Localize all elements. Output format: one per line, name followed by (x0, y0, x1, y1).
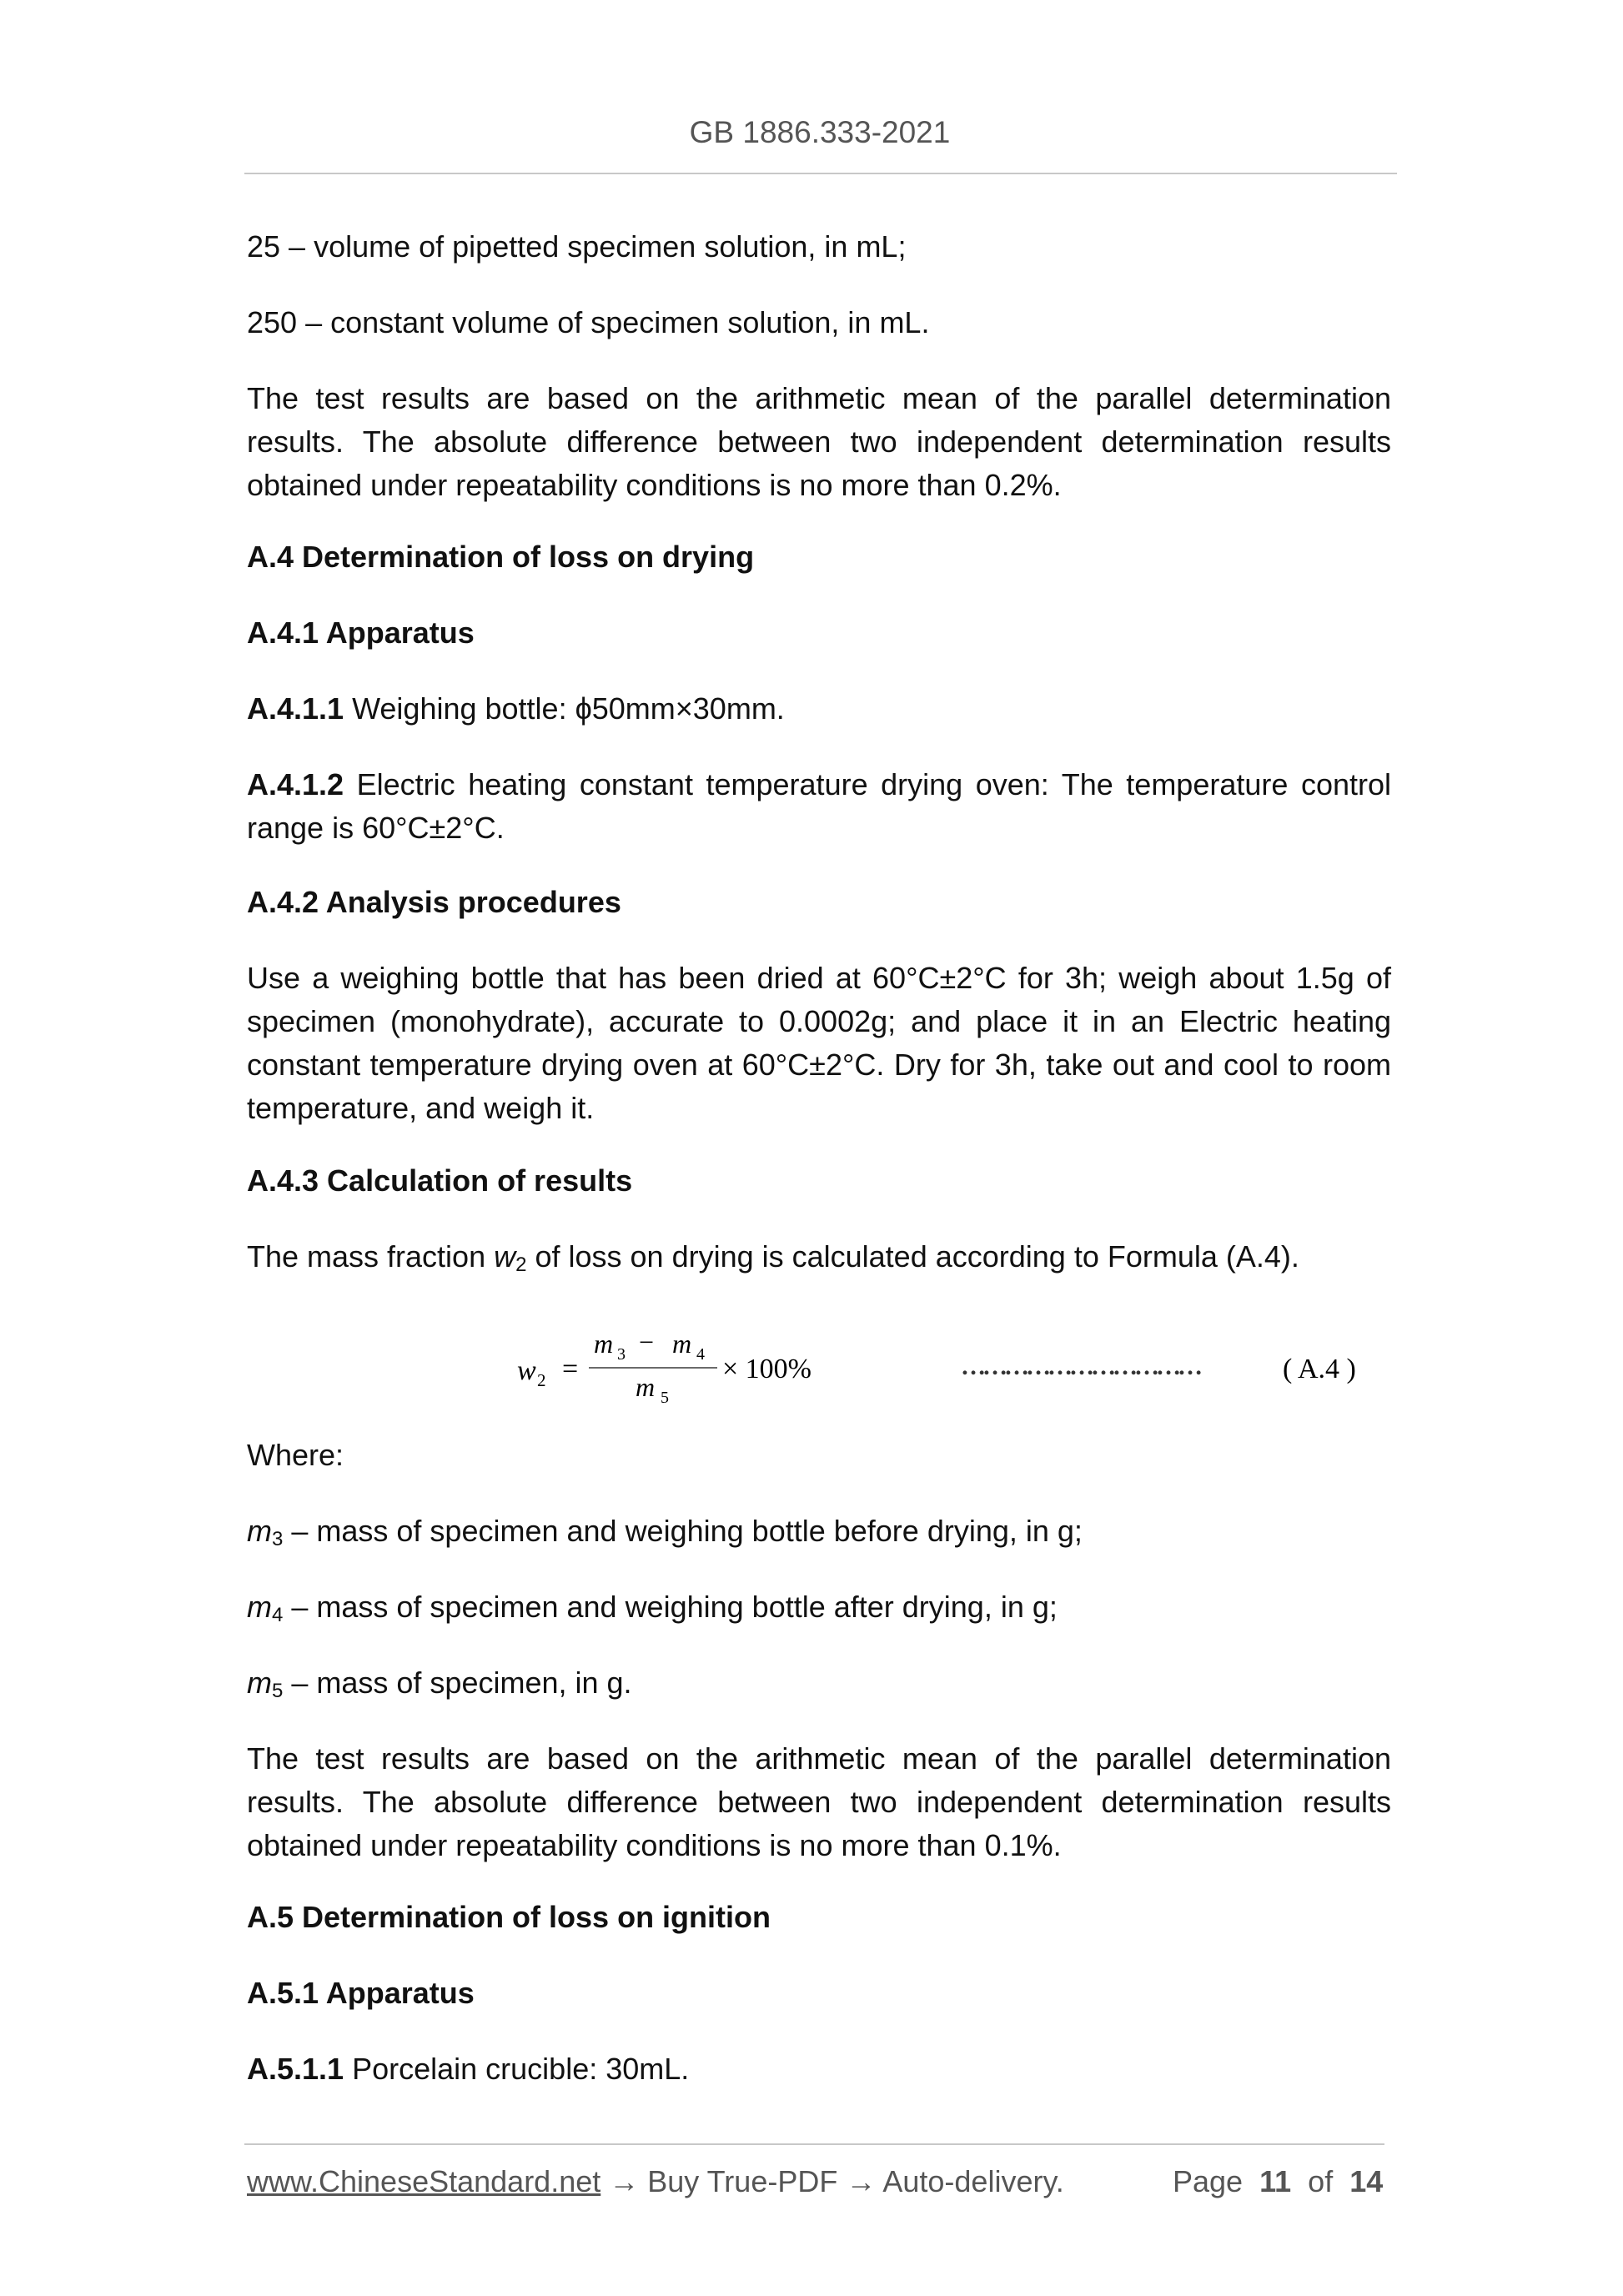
document-header: GB 1886.333-2021 (689, 115, 951, 149)
definition-m5 (247, 1661, 1391, 1705)
m4-subscript: 4 (272, 1604, 284, 1626)
arrow-icon: → (600, 2164, 648, 2198)
item-a412-text: Electric heating constant temperature drying oven: The temperature control range is 60°C±2°C. (247, 767, 1391, 845)
variable-w-subscript: 2 (515, 1254, 527, 1276)
item-a411-number: A.4.1.1 (247, 691, 344, 726)
section-a43-heading: A.4.3 Calculation of results (247, 1163, 633, 1198)
symbol-line-250: 250 – constant volume of specimen solution, in mL. (247, 305, 930, 339)
item-a412-number: A.4.1.2 (247, 767, 344, 801)
m5-text: – mass of specimen, in g. (283, 1665, 632, 1700)
arrow-icon: → (837, 2164, 883, 2198)
item-a411 (247, 687, 1391, 731)
m3-subscript: 3 (272, 1528, 284, 1550)
formula-lhs-subscript: 2 (537, 1370, 546, 1390)
formula-denominator-m5-subscript: 5 (661, 1389, 669, 1407)
item-a412 (247, 763, 1391, 850)
formula-denominator-m5: m (636, 1372, 656, 1402)
calculation-intro-post: of loss on drying is calculated according to Formula (A.4). (526, 1239, 1299, 1274)
symbol-line-25: 25 – volume of pipetted specimen solution, in mL; (247, 229, 907, 264)
section-a4-heading: A.4 Determination of loss on drying (247, 540, 755, 574)
m3-symbol: m (247, 1514, 272, 1548)
m4-text: – mass of specimen and weighing bottle after drying, in g; (283, 1590, 1058, 1624)
formula-a4 (500, 1316, 1401, 1408)
definition-m3 (247, 1510, 1391, 1553)
m5-symbol: m (247, 1665, 272, 1700)
calculation-intro-pre: The mass fraction (247, 1239, 495, 1274)
buy-true-pdf-text: Buy True-PDF (647, 2164, 838, 2198)
formula-equals: = (562, 1354, 579, 1384)
analysis-procedure-paragraph: Use a weighing bottle that has been dried at 60°C±2°C for 3h; weigh about 1.5g of specimen (monohydrate), accurate to 0.0002g; and place it in an Electric heating constant temperature drying oven at 60°C±2°C. Dry for 3h, take out and cool to room temperature, and weigh it. (247, 961, 1391, 1125)
repeatability-paragraph-2: The test results are based on the arithmetic mean of the parallel determination results. The absolute difference between two independent determination results obtained under repeatability conditions is no more than 0.1%. (247, 1741, 1391, 1862)
m5-subscript: 5 (272, 1680, 284, 1702)
header-divider (244, 173, 1397, 174)
formula-numerator-m3-subscript: 3 (617, 1345, 626, 1364)
variable-w: w (494, 1239, 516, 1274)
current-page-number: 11 (1259, 2164, 1292, 2198)
auto-delivery-text: Auto-delivery. (882, 2164, 1064, 2198)
formula-lhs: w (517, 1355, 536, 1386)
website-link[interactable]: www.ChineseStandard.net (247, 2164, 601, 2198)
item-a411-text: Weighing bottle: ϕ50mm×30mm. (344, 691, 785, 726)
repeatability-paragraph-1: The test results are based on the arithmetic mean of the parallel determination results. The absolute difference between two independent determination results obtained under repeatability conditions is no more than 0.2%. (247, 381, 1391, 502)
section-a41-heading: A.4.1 Apparatus (247, 615, 475, 650)
total-page-number: 14 (1349, 2164, 1384, 2198)
of-label: of (1308, 2164, 1334, 2198)
m3-text: – mass of specimen and weighing bottle before drying, in g; (283, 1514, 1083, 1548)
section-a42-heading: A.4.2 Analysis procedures (247, 885, 621, 919)
item-a511 (247, 2047, 1391, 2091)
item-a511-number: A.5.1.1 (247, 2052, 344, 2086)
item-a511-text: Porcelain crucible: 30mL. (344, 2052, 690, 2086)
formula-times-100: × 100% (722, 1354, 812, 1384)
formula-label: ( A.4 ) (1283, 1354, 1356, 1384)
footer-promo (247, 2164, 1064, 2199)
formula-leader-dots: …………………………… (961, 1353, 1199, 1380)
footer-divider (244, 2143, 1384, 2145)
page-label: Page (1173, 2164, 1244, 2198)
m4-symbol: m (247, 1590, 272, 1624)
formula-numerator-m3: m (594, 1329, 614, 1359)
formula-numerator-m4: m (672, 1329, 692, 1359)
calculation-intro (247, 1235, 1391, 1279)
section-a51-heading: A.5.1 Apparatus (247, 1976, 475, 2010)
formula-numerator-m4-subscript: 4 (696, 1345, 705, 1364)
page-indicator (1173, 2164, 1383, 2199)
formula-minus: − (639, 1327, 655, 1357)
where-label: Where: (247, 1438, 344, 1472)
section-a5-heading: A.5 Determination of loss on ignition (247, 1900, 771, 1934)
definition-m4 (247, 1585, 1391, 1629)
